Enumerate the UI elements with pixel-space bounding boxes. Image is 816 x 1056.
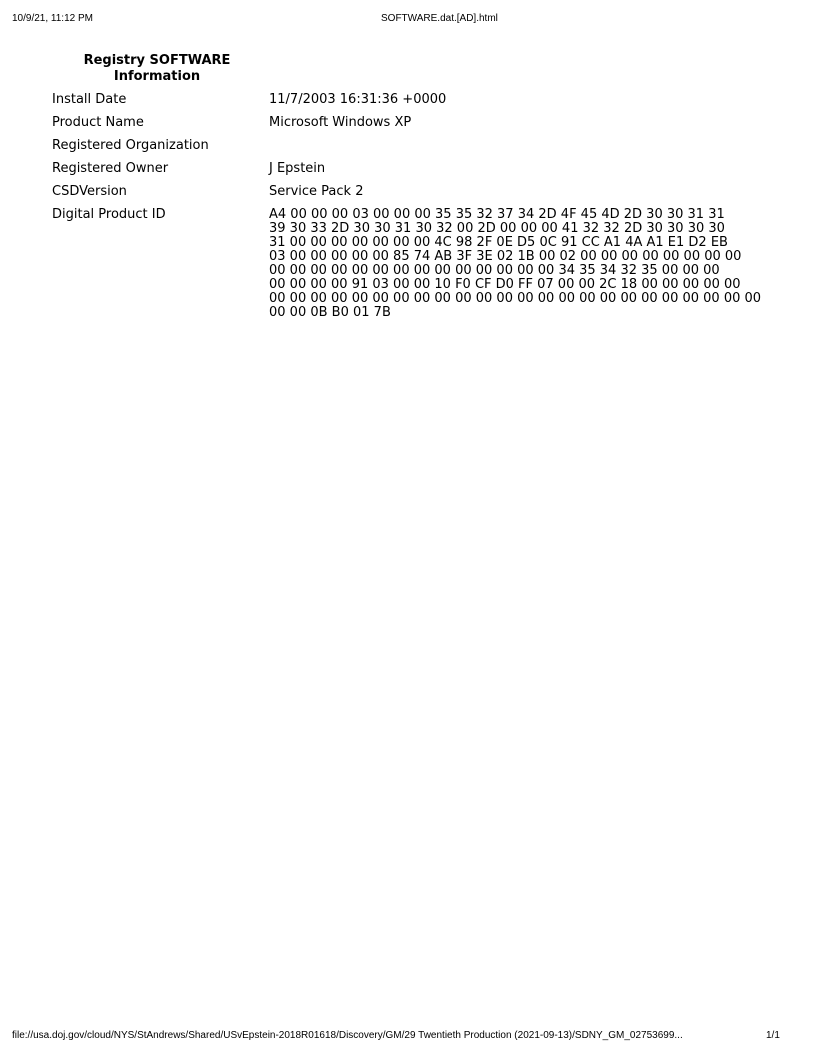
section-title-line1: Registry SOFTWARE: [83, 53, 231, 68]
row-label: Install Date: [52, 92, 127, 107]
row-label: Digital Product ID: [52, 207, 166, 222]
hex-line: 03 00 00 00 00 00 85 74 AB 3F 3E 02 1B 00 02 00 00 00 00 00 00 00 00: [269, 249, 742, 264]
section-title: [52, 53, 262, 85]
hex-line: 00 00 00 00 91 03 00 00 10 F0 CF D0 FF 07 00 00 2C 18 00 00 00 00 00: [269, 277, 741, 292]
hex-line: 31 00 00 00 00 00 00 00 4C 98 2F 0E D5 0C 91 CC A1 4A A1 E1 D2 EB: [269, 235, 728, 250]
hex-line: 39 30 33 2D 30 30 31 30 32 00 2D 00 00 00 41 32 32 2D 30 30 30 30: [269, 221, 725, 236]
section-title-line2: Information: [113, 69, 201, 84]
row-label: Product Name: [52, 115, 144, 130]
row-label: Registered Owner: [52, 161, 169, 176]
hex-line: 00 00 00 00 00 00 00 00 00 00 00 00 00 00 34 35 34 32 35 00 00 00: [269, 263, 720, 278]
hex-line: 00 00 0B B0 01 7B: [269, 305, 391, 320]
hex-line: A4 00 00 00 03 00 00 00 35 35 32 37 34 2D 4F 45 4D 2D 30 30 31 31: [269, 207, 725, 222]
row-value: Service Pack 2: [269, 184, 364, 199]
row-value: Microsoft Windows XP: [269, 115, 412, 130]
row-value: 11/7/2003 16:31:36 +0000: [269, 92, 447, 107]
row-label: CSDVersion: [52, 184, 127, 199]
page-number: 1/1: [766, 1030, 780, 1041]
print-doc-title: SOFTWARE.dat.[AD].html: [381, 13, 498, 24]
print-url: file://usa.doj.gov/cloud/NYS/StAndrews/Shared/USvEpstein-2018R01618/Discovery/GM/29 Twentieth Production (2021-09-13)/SDNY_GM_02753699...: [12, 1030, 683, 1041]
hex-line: 00 00 00 00 00 00 00 00 00 00 00 00 00 00 00 00 00 00 00 00 00 00 00 00: [269, 291, 762, 306]
row-value: J Epstein: [269, 161, 326, 176]
row-label: Registered Organization: [52, 138, 209, 153]
print-datetime: 10/9/21, 11:12 PM: [12, 13, 93, 24]
row-value-hex: [269, 208, 761, 320]
